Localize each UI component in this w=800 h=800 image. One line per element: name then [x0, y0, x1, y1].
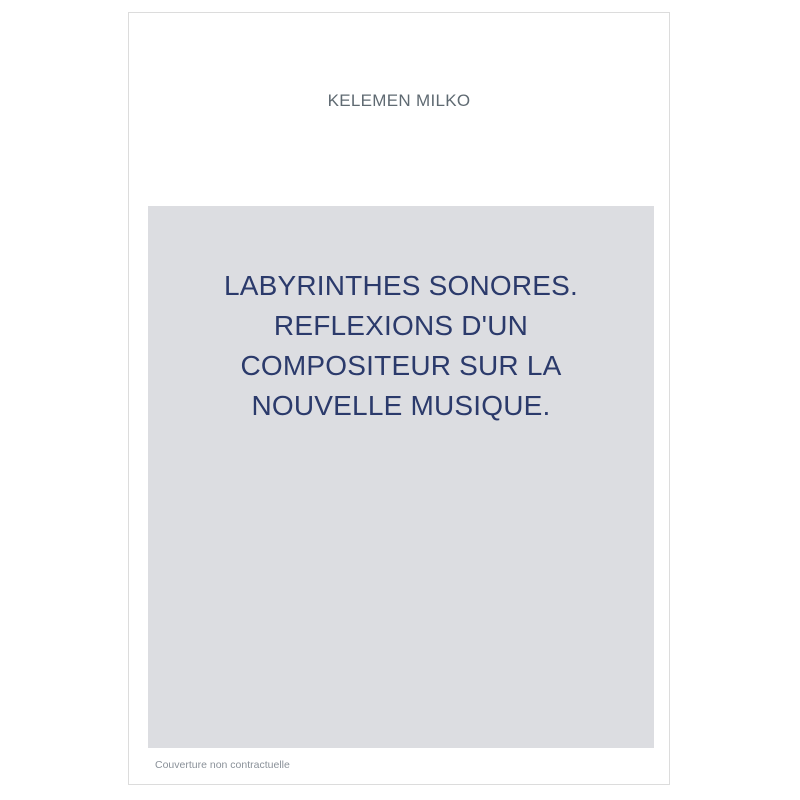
- title-line: LABYRINTHES SONORES.: [223, 270, 579, 301]
- title-line: COMPOSITEUR SUR LA: [240, 350, 562, 381]
- author-name: KELEMEN MILKO: [327, 91, 471, 110]
- title-line: REFLEXIONS D'UN: [273, 310, 529, 341]
- book-cover: [128, 12, 670, 785]
- title-line: NOUVELLE MUSIQUE.: [251, 390, 551, 421]
- book-title: [158, 266, 644, 426]
- cover-disclaimer: Couverture non contractuelle: [155, 759, 290, 771]
- title-panel: [148, 206, 654, 748]
